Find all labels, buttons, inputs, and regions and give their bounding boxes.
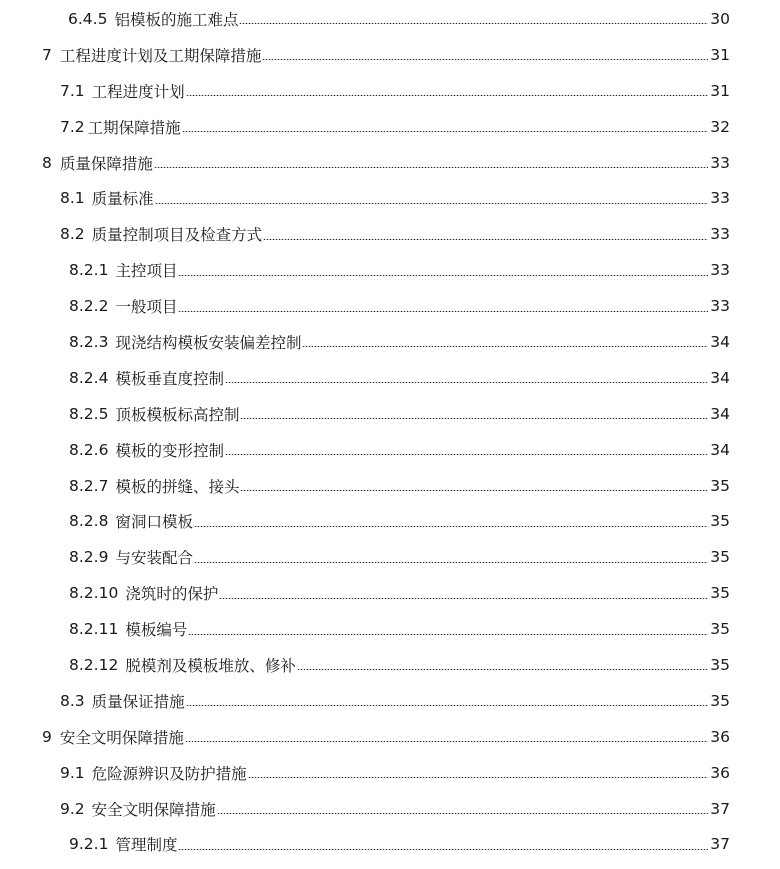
toc-entry-page: 36 xyxy=(710,727,730,746)
toc-dot-leader xyxy=(186,705,709,706)
toc-dot-leader xyxy=(248,777,709,778)
toc-dot-leader xyxy=(217,813,709,814)
toc-dot-leader xyxy=(302,346,708,347)
toc-entry-title: 一般项目 xyxy=(115,298,178,317)
toc-dot-leader xyxy=(225,454,708,455)
toc-entry-number: 9.1 xyxy=(60,763,85,782)
toc-entry-title: 现浇结构模板安装偏差控制 xyxy=(115,333,302,352)
toc-entry-page: 34 xyxy=(710,368,730,387)
toc-entry-number: 8.2.4 xyxy=(69,368,109,387)
toc-entry-page: 33 xyxy=(710,153,730,172)
toc-entry[interactable] xyxy=(0,647,780,683)
toc-entry[interactable] xyxy=(0,360,780,396)
toc-entry-number: 8.2 xyxy=(60,225,85,244)
toc-entry-page: 35 xyxy=(710,620,730,639)
toc-entry-page: 35 xyxy=(710,548,730,567)
toc-entry-page: 34 xyxy=(710,440,730,459)
toc-entry[interactable] xyxy=(0,755,780,791)
toc-dot-leader xyxy=(239,23,708,24)
toc-entry-page: 37 xyxy=(710,835,730,854)
toc-entry-number: 8.2.11 xyxy=(69,620,119,639)
table-of-contents xyxy=(0,1,780,862)
toc-entry-page: 37 xyxy=(710,799,730,818)
toc-entry-title: 质量控制项目及检查方式 xyxy=(91,226,263,245)
toc-entry-title: 主控项目 xyxy=(115,262,178,281)
toc-entry-number: 8.2.5 xyxy=(69,404,109,423)
toc-entry-number: 8.2.9 xyxy=(69,548,109,567)
toc-dot-leader xyxy=(297,669,708,670)
toc-entry-page: 33 xyxy=(710,261,730,280)
toc-entry[interactable] xyxy=(0,288,780,324)
toc-entry[interactable] xyxy=(0,539,780,575)
toc-entry-title: 安全文明保障措施 xyxy=(91,800,216,819)
toc-dot-leader xyxy=(240,418,708,419)
toc-entry[interactable] xyxy=(0,719,780,755)
toc-entry-number: 8.2.3 xyxy=(69,332,109,351)
toc-entry[interactable] xyxy=(0,611,780,647)
toc-entry[interactable] xyxy=(0,1,780,37)
toc-entry-number: 8.2.7 xyxy=(69,476,109,495)
toc-entry-title: 危险源辨识及防护措施 xyxy=(91,764,247,783)
toc-entry[interactable] xyxy=(0,503,780,539)
toc-entry-title: 质量保证措施 xyxy=(91,692,185,711)
toc-dot-leader xyxy=(263,239,708,240)
toc-entry[interactable] xyxy=(0,37,780,73)
toc-entry[interactable] xyxy=(0,432,780,468)
toc-entry-page: 32 xyxy=(710,117,730,136)
toc-entry-title: 管理制度 xyxy=(115,836,178,855)
toc-entry[interactable] xyxy=(0,216,780,252)
toc-dot-leader xyxy=(240,490,708,491)
toc-entry-page: 33 xyxy=(710,189,730,208)
toc-entry-page: 36 xyxy=(710,763,730,782)
toc-entry-number: 9.2 xyxy=(60,799,85,818)
toc-dot-leader xyxy=(194,562,708,563)
toc-entry-page: 30 xyxy=(710,9,730,28)
toc-entry[interactable] xyxy=(0,252,780,288)
toc-dot-leader xyxy=(185,741,708,742)
toc-dot-leader xyxy=(155,203,709,204)
toc-entry-number: 6.4.5 xyxy=(68,9,108,28)
toc-entry-number: 8.2.2 xyxy=(69,297,109,316)
toc-entry-page: 31 xyxy=(710,81,730,100)
toc-entry-title: 工程进度计划 xyxy=(91,82,185,101)
toc-entry-page: 33 xyxy=(710,297,730,316)
toc-entry-title: 工期保障措施 xyxy=(87,118,181,137)
toc-entry[interactable] xyxy=(0,826,780,862)
toc-entry[interactable] xyxy=(0,575,780,611)
toc-entry-title: 安全文明保障措施 xyxy=(59,728,184,747)
toc-entry[interactable] xyxy=(0,324,780,360)
toc-entry-page: 33 xyxy=(710,225,730,244)
toc-entry-title: 工程进度计划及工期保障措施 xyxy=(59,46,262,65)
toc-entry[interactable] xyxy=(0,145,780,181)
toc-dot-leader xyxy=(225,382,708,383)
toc-dot-leader xyxy=(178,849,708,850)
toc-entry-title: 浇筑时的保护 xyxy=(125,585,219,604)
toc-entry-page: 31 xyxy=(710,45,730,64)
toc-dot-leader xyxy=(182,131,709,132)
toc-entry-title: 窗洞口模板 xyxy=(115,513,193,532)
toc-entry-number: 7.1 xyxy=(60,81,85,100)
toc-entry-number: 8 xyxy=(42,153,52,172)
toc-entry-page: 34 xyxy=(710,404,730,423)
toc-entry-number: 8.2.10 xyxy=(69,584,119,603)
toc-dot-leader xyxy=(154,167,708,168)
toc-entry-page: 35 xyxy=(710,584,730,603)
toc-entry-number: 9 xyxy=(42,727,52,746)
toc-dot-leader xyxy=(178,311,708,312)
toc-entry-title: 质量标准 xyxy=(91,190,154,209)
toc-dot-leader xyxy=(188,634,708,635)
toc-entry-number: 8.2.1 xyxy=(69,261,109,280)
toc-entry[interactable] xyxy=(0,109,780,145)
toc-entry-page: 35 xyxy=(710,476,730,495)
toc-entry-title: 模板编号 xyxy=(125,621,188,640)
toc-entry-number: 8.1 xyxy=(60,189,85,208)
toc-entry[interactable] xyxy=(0,73,780,109)
toc-entry-title: 模板的变形控制 xyxy=(115,441,224,460)
toc-entry-number: 7.2 xyxy=(60,117,85,136)
toc-entry-page: 35 xyxy=(710,691,730,710)
toc-entry-number: 8.2.6 xyxy=(69,440,109,459)
toc-entry-title: 质量保障措施 xyxy=(59,154,153,173)
toc-entry-title: 与安装配合 xyxy=(115,549,193,568)
toc-dot-leader xyxy=(178,275,708,276)
toc-entry-number: 8.3 xyxy=(60,691,85,710)
toc-entry-number: 8.2.12 xyxy=(69,655,119,674)
toc-entry-title: 铝模板的施工难点 xyxy=(114,10,239,29)
toc-entry[interactable] xyxy=(0,180,780,216)
toc-entry[interactable] xyxy=(0,468,780,504)
toc-entry-page: 35 xyxy=(710,512,730,531)
toc-entry-page: 35 xyxy=(710,655,730,674)
toc-entry-number: 9.2.1 xyxy=(69,835,109,854)
toc-entry-number: 7 xyxy=(42,45,52,64)
toc-dot-leader xyxy=(186,95,709,96)
toc-entry[interactable] xyxy=(0,396,780,432)
toc-dot-leader xyxy=(194,526,708,527)
toc-entry-title: 脱模剂及模板堆放、修补 xyxy=(125,656,296,675)
toc-dot-leader xyxy=(262,59,708,60)
toc-entry-number: 8.2.8 xyxy=(69,512,109,531)
toc-entry-page: 34 xyxy=(710,332,730,351)
toc-entry-title: 模板的拼缝、接头 xyxy=(115,477,240,496)
toc-entry[interactable] xyxy=(0,683,780,719)
toc-dot-leader xyxy=(219,598,708,599)
toc-entry-title: 模板垂直度控制 xyxy=(115,369,224,388)
toc-entry[interactable] xyxy=(0,791,780,827)
toc-entry-title: 顶板模板标高控制 xyxy=(115,405,240,424)
